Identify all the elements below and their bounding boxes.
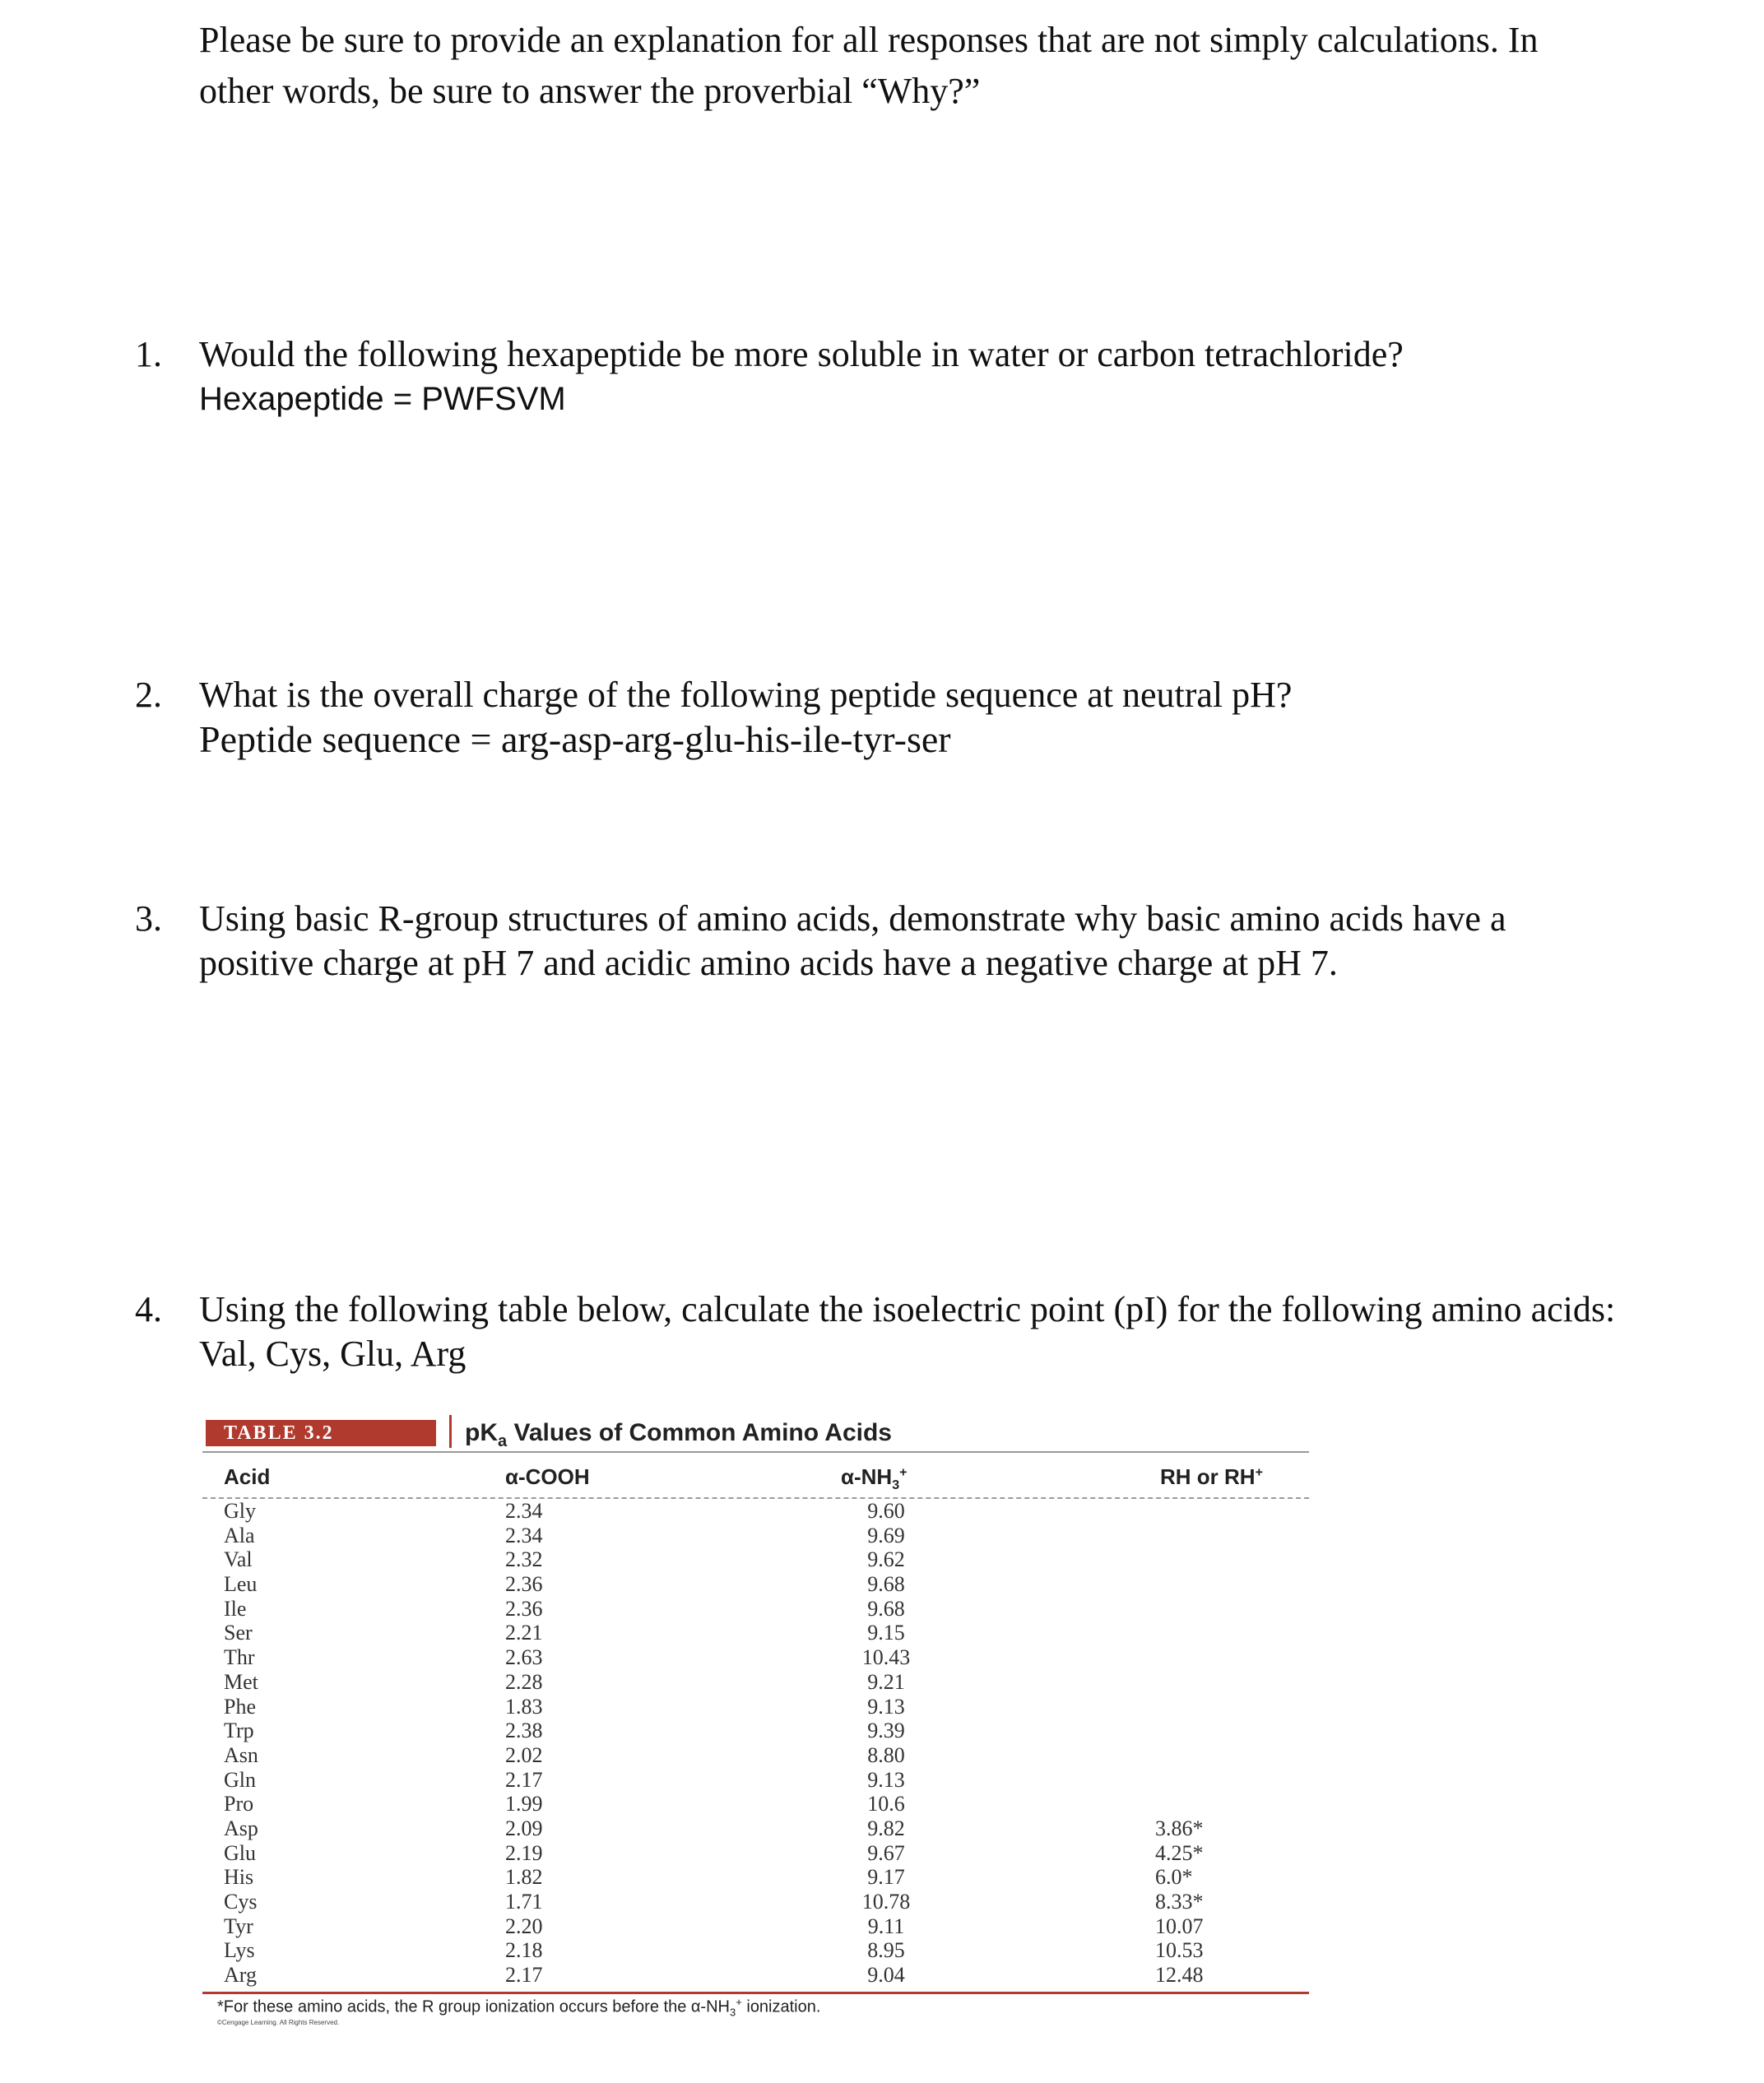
acid-cell: Ile bbox=[224, 1596, 247, 1621]
acid-cell: Val bbox=[224, 1547, 253, 1572]
table-row bbox=[202, 1621, 1309, 1645]
question-4-line-1: Using the following table below, calculate the isoelectric point (pI) for the following amino acids: bbox=[199, 1289, 1616, 1329]
alpha-nh3-cell: 10.6 bbox=[867, 1792, 905, 1816]
table-row bbox=[202, 1524, 1309, 1548]
alpha-cooh-cell: 1.83 bbox=[505, 1694, 543, 1719]
acid-cell: His bbox=[224, 1865, 254, 1890]
alpha-cooh-cell: 2.34 bbox=[505, 1499, 543, 1523]
alpha-cooh-cell: 2.36 bbox=[505, 1596, 543, 1621]
table-row bbox=[202, 1597, 1309, 1621]
question-3-line-1: Using basic R-group structures of amino acids, demonstrate why basic amino acids have a bbox=[199, 898, 1506, 939]
pka-table bbox=[202, 1415, 1309, 2026]
acid-cell: Cys bbox=[224, 1890, 258, 1914]
alpha-nh3-cell: 8.80 bbox=[867, 1742, 905, 1767]
alpha-nh3-cell: 9.68 bbox=[867, 1596, 905, 1621]
acid-cell: Arg bbox=[224, 1963, 257, 1988]
instructions bbox=[199, 15, 1697, 117]
alpha-cooh-cell: 2.09 bbox=[505, 1816, 543, 1840]
question-4 bbox=[132, 1287, 1695, 1376]
alpha-cooh-cell: 2.38 bbox=[505, 1719, 543, 1743]
alpha-nh3-cell: 9.13 bbox=[867, 1767, 905, 1792]
table-title: $pK_a$ Values of Common Amino Acids bbox=[449, 1415, 892, 1448]
alpha-nh3-cell: 9.11 bbox=[867, 1914, 905, 1938]
alpha-nh3-cell: 9.17 bbox=[867, 1865, 905, 1890]
table-bottom-rule bbox=[202, 1992, 1309, 1994]
alpha-nh3-cell: 8.95 bbox=[867, 1938, 905, 1963]
rh-cell: 4.25* bbox=[1155, 1840, 1204, 1865]
table-row bbox=[202, 1670, 1309, 1695]
rh-cell: 8.33* bbox=[1155, 1890, 1204, 1914]
alpha-nh3-cell: 9.60 bbox=[867, 1499, 905, 1523]
question-1-number: 1. bbox=[135, 334, 162, 374]
alpha-nh3-cell: 9.82 bbox=[867, 1816, 905, 1840]
question-3-line-2: positive charge at pH 7 and acidic amino acids have a negative charge at pH 7. bbox=[199, 943, 1338, 983]
table-body bbox=[202, 1499, 1309, 1988]
alpha-nh3-cell: 9.68 bbox=[867, 1572, 905, 1597]
acid-cell: Ser bbox=[224, 1621, 253, 1645]
column-header-alpha-cooh: α-COOH bbox=[505, 1464, 590, 1489]
column-header-acid: Acid bbox=[224, 1464, 271, 1489]
alpha-cooh-cell: 2.20 bbox=[505, 1914, 543, 1938]
rh-cell: 10.53 bbox=[1155, 1938, 1204, 1963]
alpha-cooh-cell: 2.17 bbox=[505, 1963, 543, 1988]
table-row bbox=[202, 1890, 1309, 1914]
question-1 bbox=[132, 332, 1695, 421]
alpha-cooh-cell: 2.18 bbox=[505, 1938, 543, 1963]
alpha-cooh-cell: 2.28 bbox=[505, 1669, 543, 1694]
acid-cell: Trp bbox=[224, 1719, 254, 1743]
question-2-number: 2. bbox=[135, 675, 162, 715]
acid-cell: Tyr bbox=[224, 1914, 253, 1938]
table-row bbox=[202, 1768, 1309, 1793]
alpha-nh3-cell: 9.69 bbox=[867, 1523, 905, 1547]
instructions-line-2: other words, be sure to answer the proverbial “Why?” bbox=[199, 71, 981, 111]
rh-cell: 12.48 bbox=[1155, 1963, 1204, 1988]
question-2-peptide-sequence: Peptide sequence = arg-asp-arg-glu-his-ile-tyr-ser bbox=[199, 718, 951, 760]
acid-cell: Ala bbox=[224, 1523, 255, 1547]
question-3 bbox=[132, 897, 1695, 986]
table-footnote: *For these amino acids, the R group ionization occurs before the $\alpha-NH_3^+$ ionization. bbox=[217, 1996, 821, 2019]
alpha-cooh-cell: 2.36 bbox=[505, 1572, 543, 1597]
table-row bbox=[202, 1645, 1309, 1670]
table-top-rule bbox=[202, 1451, 1309, 1453]
table-row bbox=[202, 1695, 1309, 1719]
table-row bbox=[202, 1499, 1309, 1524]
acid-cell: Gly bbox=[224, 1499, 256, 1523]
rh-cell: 10.07 bbox=[1155, 1914, 1204, 1938]
copyright-notice: ©Cengage Learning. All Rights Reserved. bbox=[217, 2019, 340, 2026]
question-2-text: What is the overall charge of the following peptide sequence at neutral pH? bbox=[199, 675, 1293, 715]
alpha-nh3-cell: 9.62 bbox=[867, 1547, 905, 1572]
alpha-cooh-cell: 2.17 bbox=[505, 1767, 543, 1792]
table-row bbox=[202, 1963, 1309, 1988]
table-row bbox=[202, 1865, 1309, 1890]
alpha-nh3-cell: 9.21 bbox=[867, 1669, 905, 1694]
question-1-text: Would the following hexapeptide be more soluble in water or carbon tetrachloride? bbox=[199, 334, 1404, 374]
question-3-number: 3. bbox=[135, 898, 162, 939]
table-row bbox=[202, 1938, 1309, 1963]
acid-cell: Met bbox=[224, 1669, 258, 1694]
acid-cell: Lys bbox=[224, 1938, 255, 1963]
alpha-cooh-cell: 2.02 bbox=[505, 1742, 543, 1767]
column-header-rh: RH or RH+ bbox=[1160, 1464, 1263, 1489]
table-row bbox=[202, 1816, 1309, 1841]
alpha-nh3-cell: 9.67 bbox=[867, 1840, 905, 1865]
question-2 bbox=[132, 673, 1695, 762]
alpha-cooh-cell: 2.34 bbox=[505, 1523, 543, 1547]
table-row bbox=[202, 1547, 1309, 1572]
question-4-line-2: Val, Cys, Glu, Arg bbox=[199, 1334, 467, 1374]
acid-cell: Pro bbox=[224, 1792, 254, 1816]
acid-cell: Thr bbox=[224, 1645, 255, 1670]
acid-cell: Phe bbox=[224, 1694, 256, 1719]
alpha-nh3-cell: 9.15 bbox=[867, 1621, 905, 1645]
alpha-cooh-cell: 1.82 bbox=[505, 1865, 543, 1890]
table-header bbox=[202, 1415, 1309, 1451]
alpha-nh3-cell: 9.13 bbox=[867, 1694, 905, 1719]
rh-cell: 6.0* bbox=[1155, 1865, 1193, 1890]
alpha-nh3-cell: 9.04 bbox=[867, 1963, 905, 1988]
rh-cell: 3.86* bbox=[1155, 1816, 1204, 1840]
question-1-hexapeptide: Hexapeptide = PWFSVM bbox=[199, 381, 566, 417]
table-row bbox=[202, 1719, 1309, 1743]
alpha-cooh-cell: 2.63 bbox=[505, 1645, 543, 1670]
question-4-number: 4. bbox=[135, 1289, 162, 1329]
acid-cell: Gln bbox=[224, 1767, 256, 1792]
alpha-cooh-cell: 1.99 bbox=[505, 1792, 543, 1816]
alpha-cooh-cell: 1.71 bbox=[505, 1890, 543, 1914]
table-row bbox=[202, 1914, 1309, 1939]
acid-cell: Asp bbox=[224, 1816, 258, 1840]
alpha-nh3-cell: 9.39 bbox=[867, 1719, 905, 1743]
table-row bbox=[202, 1792, 1309, 1816]
acid-cell: Leu bbox=[224, 1572, 258, 1597]
alpha-cooh-cell: 2.21 bbox=[505, 1621, 543, 1645]
acid-cell: Glu bbox=[224, 1840, 256, 1865]
alpha-cooh-cell: 2.19 bbox=[505, 1840, 543, 1865]
alpha-nh3-cell: 10.78 bbox=[861, 1890, 911, 1914]
column-header-alpha-nh3: $\alpha-NH_3^+$ bbox=[841, 1464, 908, 1493]
table-row bbox=[202, 1841, 1309, 1866]
acid-cell: Asn bbox=[224, 1742, 258, 1767]
alpha-cooh-cell: 2.32 bbox=[505, 1547, 543, 1572]
table-row bbox=[202, 1572, 1309, 1597]
table-badge: TABLE 3.2 bbox=[206, 1420, 436, 1446]
instructions-line-1: Please be sure to provide an explanation for all responses that are not simply calculations. In bbox=[199, 20, 1539, 60]
alpha-nh3-cell: 10.43 bbox=[861, 1645, 911, 1670]
table-row bbox=[202, 1743, 1309, 1768]
